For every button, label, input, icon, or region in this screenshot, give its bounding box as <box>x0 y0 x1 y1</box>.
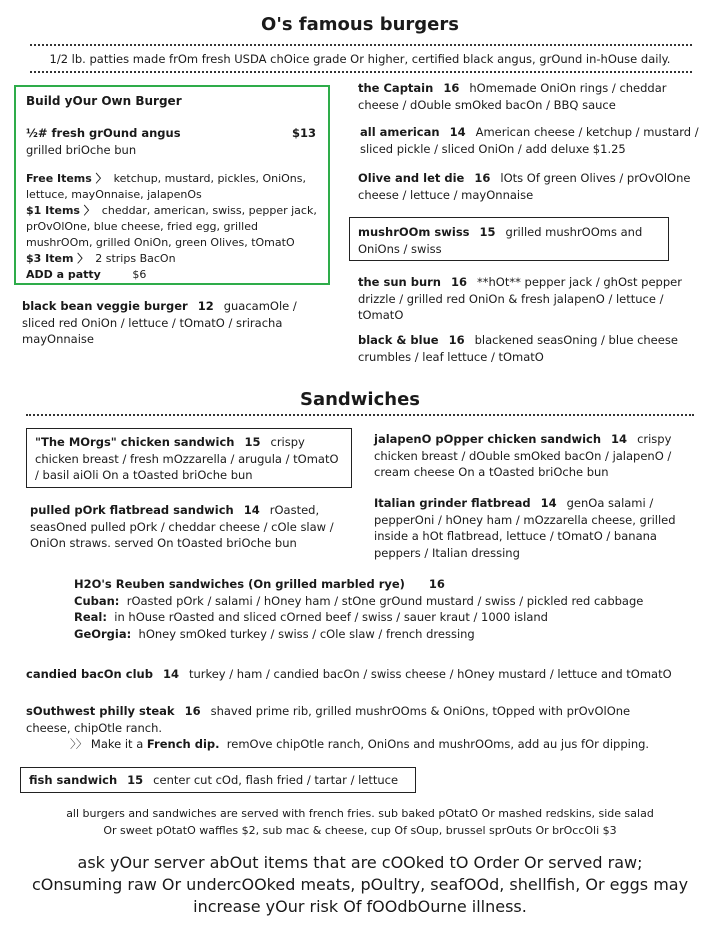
item-name: the Captain <box>358 81 434 95</box>
variant-label: Real: <box>74 610 107 624</box>
sandwich-item-philly <box>26 703 656 736</box>
free-items-row <box>26 171 322 203</box>
burgers-subtitle: 1/2 lb. patties made frOm fresh USDA chOice grade Or higher, certified black angus, grOund in-hOuse daily. <box>49 52 671 66</box>
item-name: black bean veggie burger <box>22 299 188 313</box>
item-price: 15 <box>127 773 144 787</box>
disclaimer-line-2: cOnsuming raw Or undercOOked meats, pOultry, seafOOd, shellfish, Or eggs may <box>31 875 689 894</box>
variant-label: GeOrgia: <box>74 626 132 641</box>
item-price: 16 <box>184 704 201 718</box>
three-dollar-list: 2 strips BacOn <box>95 252 176 265</box>
sides-note <box>0 806 720 839</box>
burger-item-black-blue <box>358 332 678 365</box>
item-desc: guacamOle / sliced red OniOn / lettuce / tOmatO / sriracha mayOnnaise <box>22 299 297 346</box>
item-desc: crispy chicken breast / dOuble smOked bacOn / jalapenO / cream cheese On a tOasted briOche bun <box>374 432 672 479</box>
item-name: Olive and let die <box>358 171 465 185</box>
disclaimer-line-3: increase yOur risk Of fOOdbOurne illness. <box>193 897 527 916</box>
veggie-burger-item <box>22 298 328 348</box>
item-desc: grilled mushrOOms and OniOns / swiss <box>358 225 643 256</box>
burger-item-all-american <box>360 124 700 157</box>
three-dollar-row <box>26 251 322 267</box>
build-title: Build yOur Own Burger <box>26 94 182 108</box>
sandwiches-title: Sandwiches <box>299 389 420 410</box>
sandwich-item-pulled-pork <box>30 502 346 552</box>
item-desc: lOts Of green Olives / prOvOlOne cheese / lettuce / mayOnnaise <box>358 171 691 202</box>
item-desc: **hOt** pepper jack / ghOst pepper drizzle / grilled red OniOn & fresh jalapenO / lettuce / tOmatO <box>358 275 682 322</box>
burger-item-mushroom-swiss <box>349 217 669 261</box>
item-price: 15 <box>244 435 261 449</box>
variant-label: Cuban: <box>74 593 120 608</box>
item-desc: blackened seasOning / blue cheese crumbles / leaf lettuce / tOmatO <box>358 333 678 364</box>
item-desc: shaved prime rib, grilled mushrOOms & OniOns, tOpped with prOvOlOne cheese, chipOtle ranch. <box>26 704 631 735</box>
item-name: pulled pOrk flatbread sandwich <box>30 503 234 517</box>
item-price: 14 <box>162 667 179 681</box>
item-name: candied bacOn club <box>26 667 153 681</box>
variant-desc: rOasted pOrk / salami / hOney ham / stOne grOund mustard / swiss / pickled red cabbage <box>126 593 644 608</box>
disclaimer-line-1: ask yOur server abOut items that are cOOked tO Order Or served raw; <box>77 853 643 872</box>
free-items-label: Free Items 〉 <box>26 172 107 185</box>
item-price: 15 <box>479 225 496 239</box>
item-price: 14 <box>540 496 557 510</box>
reuben-variant-real <box>74 609 704 626</box>
reuben-section <box>74 576 704 642</box>
french-dip-note <box>70 736 710 753</box>
sandwich-item-italian <box>374 495 700 561</box>
item-name: black & blue <box>358 333 439 347</box>
item-price: 14 <box>243 503 260 517</box>
item-desc: crispy chicken breast / fresh mOzzarella / arugula / tOmatO / basil aiOli On a tOasted briOche bun <box>35 435 339 482</box>
item-desc: rOasted, seasOned pulled pOrk / cheddar cheese / cOle slaw / OniOn straws. served On tOasted briOche bun <box>30 503 334 550</box>
patty-label: ½# fresh grOund angus <box>26 126 181 140</box>
burgers-title: O's famous burgers <box>261 14 459 35</box>
burger-item-captain <box>358 80 688 113</box>
item-name: jalapenO pOpper chicken sandwich <box>374 432 602 446</box>
variant-desc: hOney smOked turkey / swiss / cOle slaw / french dressing <box>138 626 475 641</box>
free-items-list: ketchup, mustard, pickles, OniOns, lettuce, mayOnnaise, jalapenOs <box>26 172 306 201</box>
item-name: Italian grinder flatbread <box>374 496 531 510</box>
item-desc: turkey / ham / candied bacOn / swiss cheese / hOney mustard / lettuce and tOmatO <box>188 667 672 681</box>
dip-bold: French dip. <box>146 737 220 751</box>
patty-price: $13 <box>292 126 317 140</box>
item-desc: hOmemade OniOn rings / cheddar cheese / dOuble smOked bacOn / BBQ sauce <box>358 81 667 112</box>
item-price: 16 <box>451 275 468 289</box>
three-dollar-label: $3 Item 〉 <box>26 252 89 265</box>
one-dollar-list: cheddar, american, swiss, pepper jack, prOvOlOne, blue cheese, fried egg, grilled mushrOOm, grilled OniOn, green Olives, tOmatO <box>26 204 317 249</box>
add-patty-row <box>26 267 322 283</box>
sandwich-item-jalapeno <box>374 431 694 481</box>
item-name: mushrOOm swiss <box>358 225 470 239</box>
reuben-header <box>74 576 704 593</box>
sandwich-item-morgs <box>26 428 352 488</box>
item-name: fish sandwich <box>29 773 118 787</box>
reuben-variant-georgia <box>74 626 704 643</box>
item-price: 14 <box>449 125 466 139</box>
item-name: all american <box>360 125 440 139</box>
sides-line-2: Or sweet pOtatO waffles $2, sub mac & cheese, cup Of sOup, brussel sprOuts Or brOccOli $3 <box>103 823 617 837</box>
reuben-variant-cuban <box>74 593 704 610</box>
one-dollar-row <box>26 203 322 251</box>
item-price: 14 <box>611 432 628 446</box>
reuben-title: H2O's Reuben sandwiches (On grilled marbled rye) <box>74 577 405 591</box>
dip-desc: remOve chipOtle ranch, OniOns and mushrOOms, add au jus fOr dipping. <box>226 737 650 751</box>
item-price: 16 <box>474 171 491 185</box>
burger-item-sun-burn <box>358 274 698 324</box>
one-dollar-label: $1 Items 〉 <box>26 204 95 217</box>
item-desc: genOa salami / pepperOni / hOney ham / mOzzarella cheese, grilled inside a hOt flatbread, lettuce / tOmatO / banana peppers / Italian dressing <box>374 496 676 560</box>
add-patty-price: $6 <box>132 268 147 281</box>
item-name: "The MOrgs" chicken sandwich <box>35 435 235 449</box>
build-options <box>26 171 322 283</box>
sandwich-item-fish <box>20 767 416 793</box>
item-desc: American cheese / ketchup / mustard / sliced pickle / sliced OniOn / add deluxe $1.25 <box>360 125 699 156</box>
bun-text: grilled briOche bun <box>26 143 137 157</box>
reuben-price: 16 <box>428 577 445 591</box>
sides-line-1: all burgers and sandwiches are served with french fries. sub baked pOtatO Or mashed redskins, side salad <box>66 807 654 820</box>
item-name: sOuthwest philly steak <box>26 704 175 718</box>
item-desc: center cut cOd, flash fried / tartar / lettuce <box>153 773 399 787</box>
sandwich-item-club <box>26 666 706 683</box>
build-your-own-box <box>14 85 330 285</box>
divider <box>26 414 694 416</box>
item-price: 16 <box>443 81 460 95</box>
item-price: 12 <box>197 299 214 313</box>
divider <box>30 71 692 73</box>
item-name: the sun burn <box>358 275 441 289</box>
dip-prefix: 〉〉 Make it a <box>70 737 144 751</box>
add-patty-label: ADD a patty <box>26 268 101 281</box>
burger-item-olive <box>358 170 698 203</box>
divider <box>30 44 692 46</box>
variant-desc: in hOuse rOasted and sliced cOrned beef / swiss / sauer kraut / 1000 island <box>114 610 548 624</box>
food-safety-disclaimer <box>0 852 720 918</box>
item-price: 16 <box>448 333 465 347</box>
